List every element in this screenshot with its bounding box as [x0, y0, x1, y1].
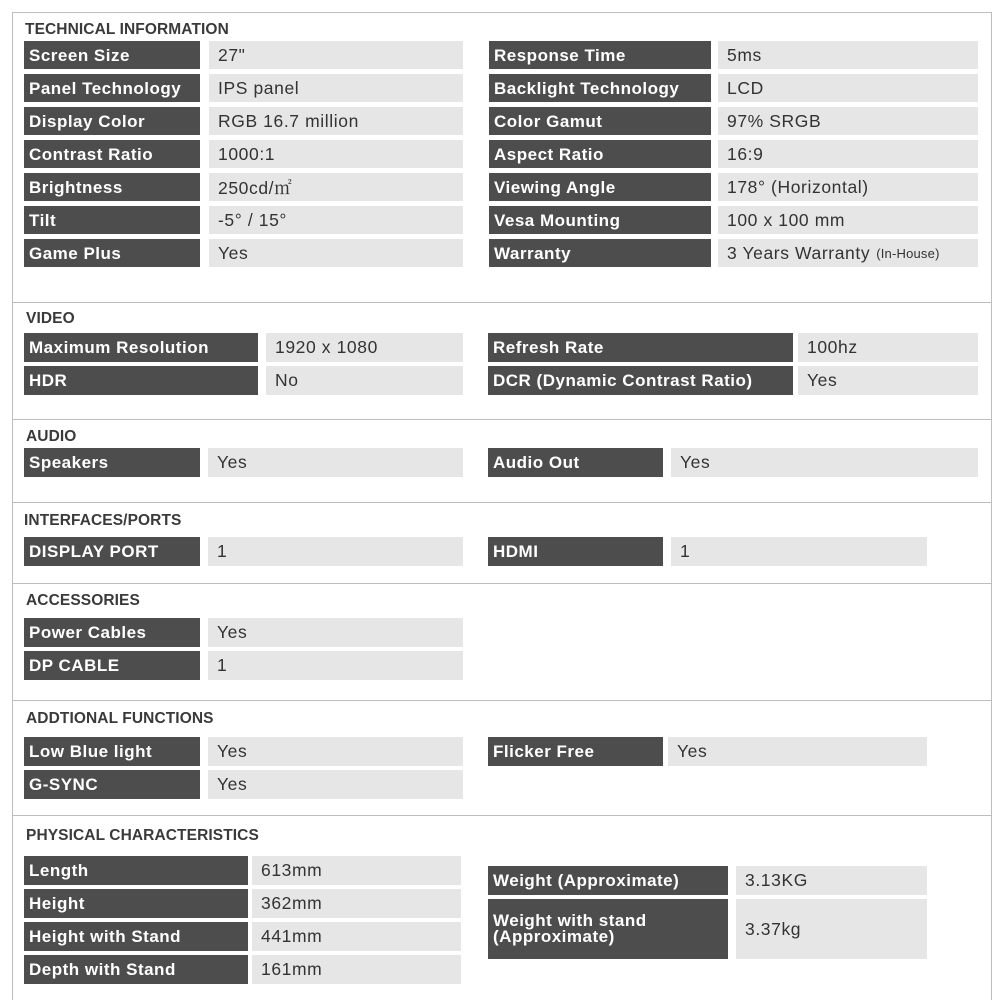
spec-value-warranty [718, 239, 978, 267]
spec-value: Yes [208, 618, 463, 647]
spec-value: 250cd/㎡ [209, 173, 463, 201]
spec-label: DISPLAY PORT [24, 537, 200, 566]
spec-label: Power Cables [24, 618, 200, 647]
spec-value: 1 [671, 537, 927, 566]
spec-label: Length [24, 856, 248, 885]
section-title-additional: ADDTIONAL FUNCTIONS [26, 710, 214, 727]
spec-value: Yes [208, 448, 463, 477]
spec-value: LCD [718, 74, 978, 102]
spec-label: Flicker Free [488, 737, 663, 766]
spec-label: Height [24, 889, 248, 918]
spec-value: 613mm [252, 856, 461, 885]
section-title-physical: PHYSICAL CHARACTERISTICS [26, 827, 259, 844]
spec-value: Yes [208, 737, 463, 766]
spec-value: RGB 16.7 million [209, 107, 463, 135]
spec-value: 3.13KG [736, 866, 927, 895]
section-divider [12, 815, 992, 816]
spec-label: Game Plus [24, 239, 200, 267]
spec-value: Yes [209, 239, 463, 267]
spec-label: Audio Out [488, 448, 663, 477]
spec-label: Panel Technology [24, 74, 200, 102]
spec-label: HDMI [488, 537, 663, 566]
spec-value: 178° (Horizontal) [718, 173, 978, 201]
spec-label: Height with Stand [24, 922, 248, 951]
spec-label: Color Gamut [489, 107, 711, 135]
spec-value: 1 [208, 651, 463, 680]
spec-label: Warranty [489, 239, 711, 267]
spec-label: Screen Size [24, 41, 200, 69]
spec-value: 100 x 100 mm [718, 206, 978, 234]
spec-value: -5° / 15° [209, 206, 463, 234]
spec-label: Vesa Mounting [489, 206, 711, 234]
spec-value: Yes [668, 737, 927, 766]
spec-label: Depth with Stand [24, 955, 248, 984]
section-divider [12, 583, 992, 584]
spec-value: 100hz [798, 333, 978, 362]
spec-value: 441mm [252, 922, 461, 951]
spec-value: 1 [208, 537, 463, 566]
spec-value: No [266, 366, 463, 395]
spec-value: 1920 x 1080 [266, 333, 463, 362]
section-divider [12, 502, 992, 503]
spec-value: Yes [798, 366, 978, 395]
spec-label: Speakers [24, 448, 200, 477]
section-divider [12, 419, 992, 420]
spec-label: HDR [24, 366, 258, 395]
spec-value: Yes [671, 448, 978, 477]
spec-label: Response Time [489, 41, 711, 69]
section-title-accessories: ACCESSORIES [26, 592, 140, 609]
spec-label: Backlight Technology [489, 74, 711, 102]
spec-label: Maximum Resolution [24, 333, 258, 362]
spec-value: Yes [208, 770, 463, 799]
spec-value: 5ms [718, 41, 978, 69]
spec-label: Low Blue light [24, 737, 200, 766]
spec-label: Weight (Approximate) [488, 866, 728, 895]
section-title-audio: AUDIO [26, 428, 77, 445]
spec-value: 362mm [252, 889, 461, 918]
warranty-note: (In-House) [876, 245, 940, 261]
spec-label: Brightness [24, 173, 200, 201]
spec-label: DCR (Dynamic Contrast Ratio) [488, 366, 793, 395]
section-title-interfaces: INTERFACES/PORTS [24, 512, 182, 529]
spec-label: G-SYNC [24, 770, 200, 799]
spec-label: Contrast Ratio [24, 140, 200, 168]
spec-value: 16:9 [718, 140, 978, 168]
spec-label: Viewing Angle [489, 173, 711, 201]
spec-value: 1000:1 [209, 140, 463, 168]
spec-value: 3.37kg [736, 899, 927, 959]
spec-value: 27" [209, 41, 463, 69]
spec-label: DP CABLE [24, 651, 200, 680]
section-title-video: VIDEO [26, 310, 75, 327]
section-divider [12, 700, 992, 701]
spec-value: 97% SRGB [718, 107, 978, 135]
spec-label: Tilt [24, 206, 200, 234]
spec-label: Refresh Rate [488, 333, 793, 362]
spec-value: IPS panel [209, 74, 463, 102]
section-divider [12, 302, 992, 303]
section-title-technical: TECHNICAL INFORMATION [25, 21, 229, 38]
spec-label: Weight with stand (Approximate) [488, 899, 728, 959]
spec-label: Aspect Ratio [489, 140, 711, 168]
spec-value: 161mm [252, 955, 461, 984]
spec-label: Display Color [24, 107, 200, 135]
warranty-value: 3 Years Warranty [727, 242, 871, 263]
